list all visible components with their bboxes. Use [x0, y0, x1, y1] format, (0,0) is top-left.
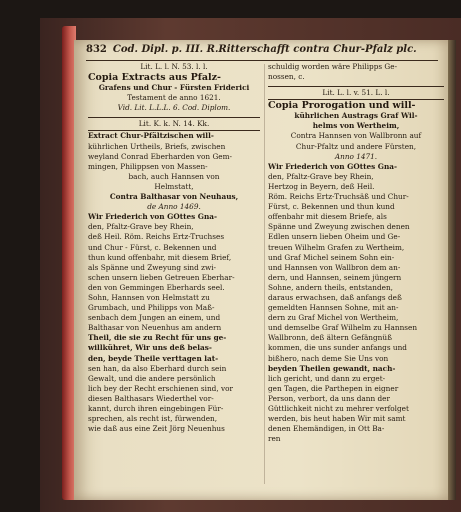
right-column-line: kommen, die uns sunder anfangs und	[268, 343, 407, 353]
left-column-line: Extract Chur-Pfältzischen will-	[88, 131, 214, 141]
right-column-line: Wallbronn, deß ältern Gefängnüß	[268, 333, 392, 343]
left-column-line: Sohn, Hannsen von Helmstatt zu	[88, 292, 210, 302]
left-column-line: Testament de anno 1621.	[127, 93, 221, 103]
left-column-line: deß Heil. Röm. Reichs Ertz-Truchses	[88, 232, 225, 242]
right-column-line: lich gericht, und dann zu erget-	[268, 373, 386, 383]
left-column-line: willkühret, Wir uns deß belas-	[88, 343, 212, 353]
left-column-line: thun kund offenbahr, mit diesem Brief,	[88, 252, 232, 262]
header-rule	[86, 60, 438, 61]
right-column-line: Anno 1471.	[334, 151, 378, 161]
right-column-line: Güttlichkeit nicht zu mehrer verfolget	[268, 404, 409, 413]
right-column-line: und demselbe Graf Wilhelm zu Hannsen	[268, 323, 418, 333]
left-column-line: wie daß aus eine Zeit Jörg Neuenhus	[88, 424, 225, 434]
right-column-line: beyden Theilen gewandt, nach-	[268, 363, 396, 373]
left-column-line: Contra Balthasar von Neuhaus,	[109, 192, 239, 202]
right-column-line: dern, und Hannsen, seinem jüngern	[268, 272, 402, 282]
left-column-line: und Chur - Fürst, c. Bekennen und	[88, 242, 217, 252]
left-column-line: kührlichen Urtheils, Briefs, zwischen	[88, 141, 226, 151]
right-column-line: gen Tagen, die Parthepen in eigner	[268, 383, 399, 393]
right-column-line: bißhero, nach deme Sie Uns von	[268, 353, 389, 363]
left-column-line: Theil, die sie zu Recht für uns ge-	[88, 333, 227, 343]
right-column-line: schuldig worden wäre Philipps Ge-	[268, 62, 398, 71]
left-column-line: diesen Balthasars Wiederthel vor-	[88, 393, 214, 403]
right-column-line: den, Pfaltz-Grave bey Rhein,	[268, 171, 374, 181]
right-column-line: Edlen unsern lieben Oheim und Ge-	[268, 232, 401, 242]
right-column-line: Person, verbort, da uns dann der	[268, 393, 390, 403]
right-column-line: Hertzog in Beyern, deß Heil.	[268, 181, 375, 191]
left-column-line: Gewalt, und die andere persönlich	[88, 373, 216, 383]
page-header	[86, 44, 436, 60]
left-column-line: bach, auch Hannsen von	[128, 171, 220, 181]
right-column-line: Lit. L. l. v. 51. L. l.	[268, 86, 444, 100]
left-column-line: senbach dem Jungen an einem, und	[88, 313, 221, 323]
left-column-line: den von Gemmingen Eberhards seel.	[88, 282, 225, 292]
left-column-line: Vid. Lit. L.L.L. 6. Cod. Diplom.	[117, 103, 231, 113]
left-column-line: Helmstatt,	[154, 181, 194, 191]
right-column-line: nossen, c.	[268, 72, 305, 82]
left-column-line: Grumbach, und Philipps von Maß-	[88, 303, 215, 313]
right-column-line: Copia Prorogation und will-	[268, 100, 416, 112]
left-column	[88, 62, 260, 434]
right-column-line: und Graf Michel seinem Sohn ein-	[268, 252, 395, 262]
right-column-line: Fürst, c. Bekennen und thun kund	[268, 202, 395, 212]
left-column-line: lich bey der Recht erschienen sind, vor	[88, 383, 233, 393]
column-divider	[264, 64, 265, 484]
right-column-line: gemeldten Hannsen Sohne, mit an-	[268, 303, 399, 313]
right-column-line: Chur-Pfaltz und andere Fürsten,	[295, 141, 417, 151]
left-column-line: Balthasar von Neuenhus am andern	[88, 323, 222, 333]
left-column-line: sprechen, als recht ist, fürwenden,	[88, 414, 218, 424]
right-column-line: und Hannsen von Wallbron dem an-	[268, 262, 401, 272]
left-column-line: den, Pfaltz-Grave bey Rhein,	[88, 222, 194, 232]
right-column-line: Sohne, andern theils, entstanden,	[268, 282, 393, 292]
right-column-line: Röm. Reichs Ertz-Truchsäß und Chur-	[268, 192, 409, 202]
left-column-line: Lit. L. l. N. 53. l. l.	[140, 62, 208, 71]
right-column-line: Spänne und Zweyung zwischen denen	[268, 222, 410, 232]
left-column-line: Copia Extracts aus Pfalz-	[88, 72, 221, 84]
left-column-line: Lit. K. k. N. 14. Kk.	[88, 117, 260, 131]
right-column-line: denen Ehemändigen, in Ott Ba-	[268, 424, 385, 434]
running-title: Cod. Dipl. p. III. R.Ritterschafft contra Chur-Pfalz plc.	[112, 44, 417, 55]
right-column-line: dern zu Graf Michel von Wertheim,	[268, 313, 399, 323]
left-column-line: de Anno 1469.	[147, 202, 201, 212]
left-column-line: kannt, durch ihren eingebingen Für-	[88, 404, 224, 413]
left-column-line: schen unsern lieben Getreuen Eberhar-	[88, 272, 235, 282]
book-page	[74, 40, 448, 500]
left-column-line: mingen, Philippsen von Massen-	[88, 161, 208, 171]
left-column-line: als Spänne und Zweyung sind zwi-	[88, 262, 216, 272]
right-column	[268, 62, 444, 444]
left-column-line: Wir Friederich von GOttes Gna-	[88, 212, 218, 222]
right-column-line: Contra Hannsen von Wallbronn auf	[290, 131, 422, 141]
left-column-line: sen han, da also Eberhard durch sein	[88, 363, 227, 373]
left-column-line: weyland Conrad Eberharden von Gem-	[88, 151, 232, 161]
page-number: 832	[86, 44, 107, 55]
right-column-line: offenbahr mit diesem Briefe, als	[268, 212, 387, 222]
left-column-line: Grafens und Chur - Fürsten Friderici	[98, 83, 250, 93]
right-column-line: helms von Wertheim,	[312, 121, 400, 131]
right-column-line: treuen Wilhelm Grafen zu Wertheim,	[268, 242, 405, 252]
right-column-line: Wir Friederich von GOttes Gna-	[268, 161, 398, 171]
right-column-line: ren	[268, 434, 281, 444]
right-column-line: werden, bis heut haben Wir mit samt	[268, 414, 406, 424]
right-column-line: kührlichen Austrags Graf Wil-	[294, 111, 418, 121]
right-column-line: daraus erwachsen, daß anfangs deß	[268, 292, 402, 302]
left-column-line: den, beyde Theile verttagen lat-	[88, 353, 219, 363]
